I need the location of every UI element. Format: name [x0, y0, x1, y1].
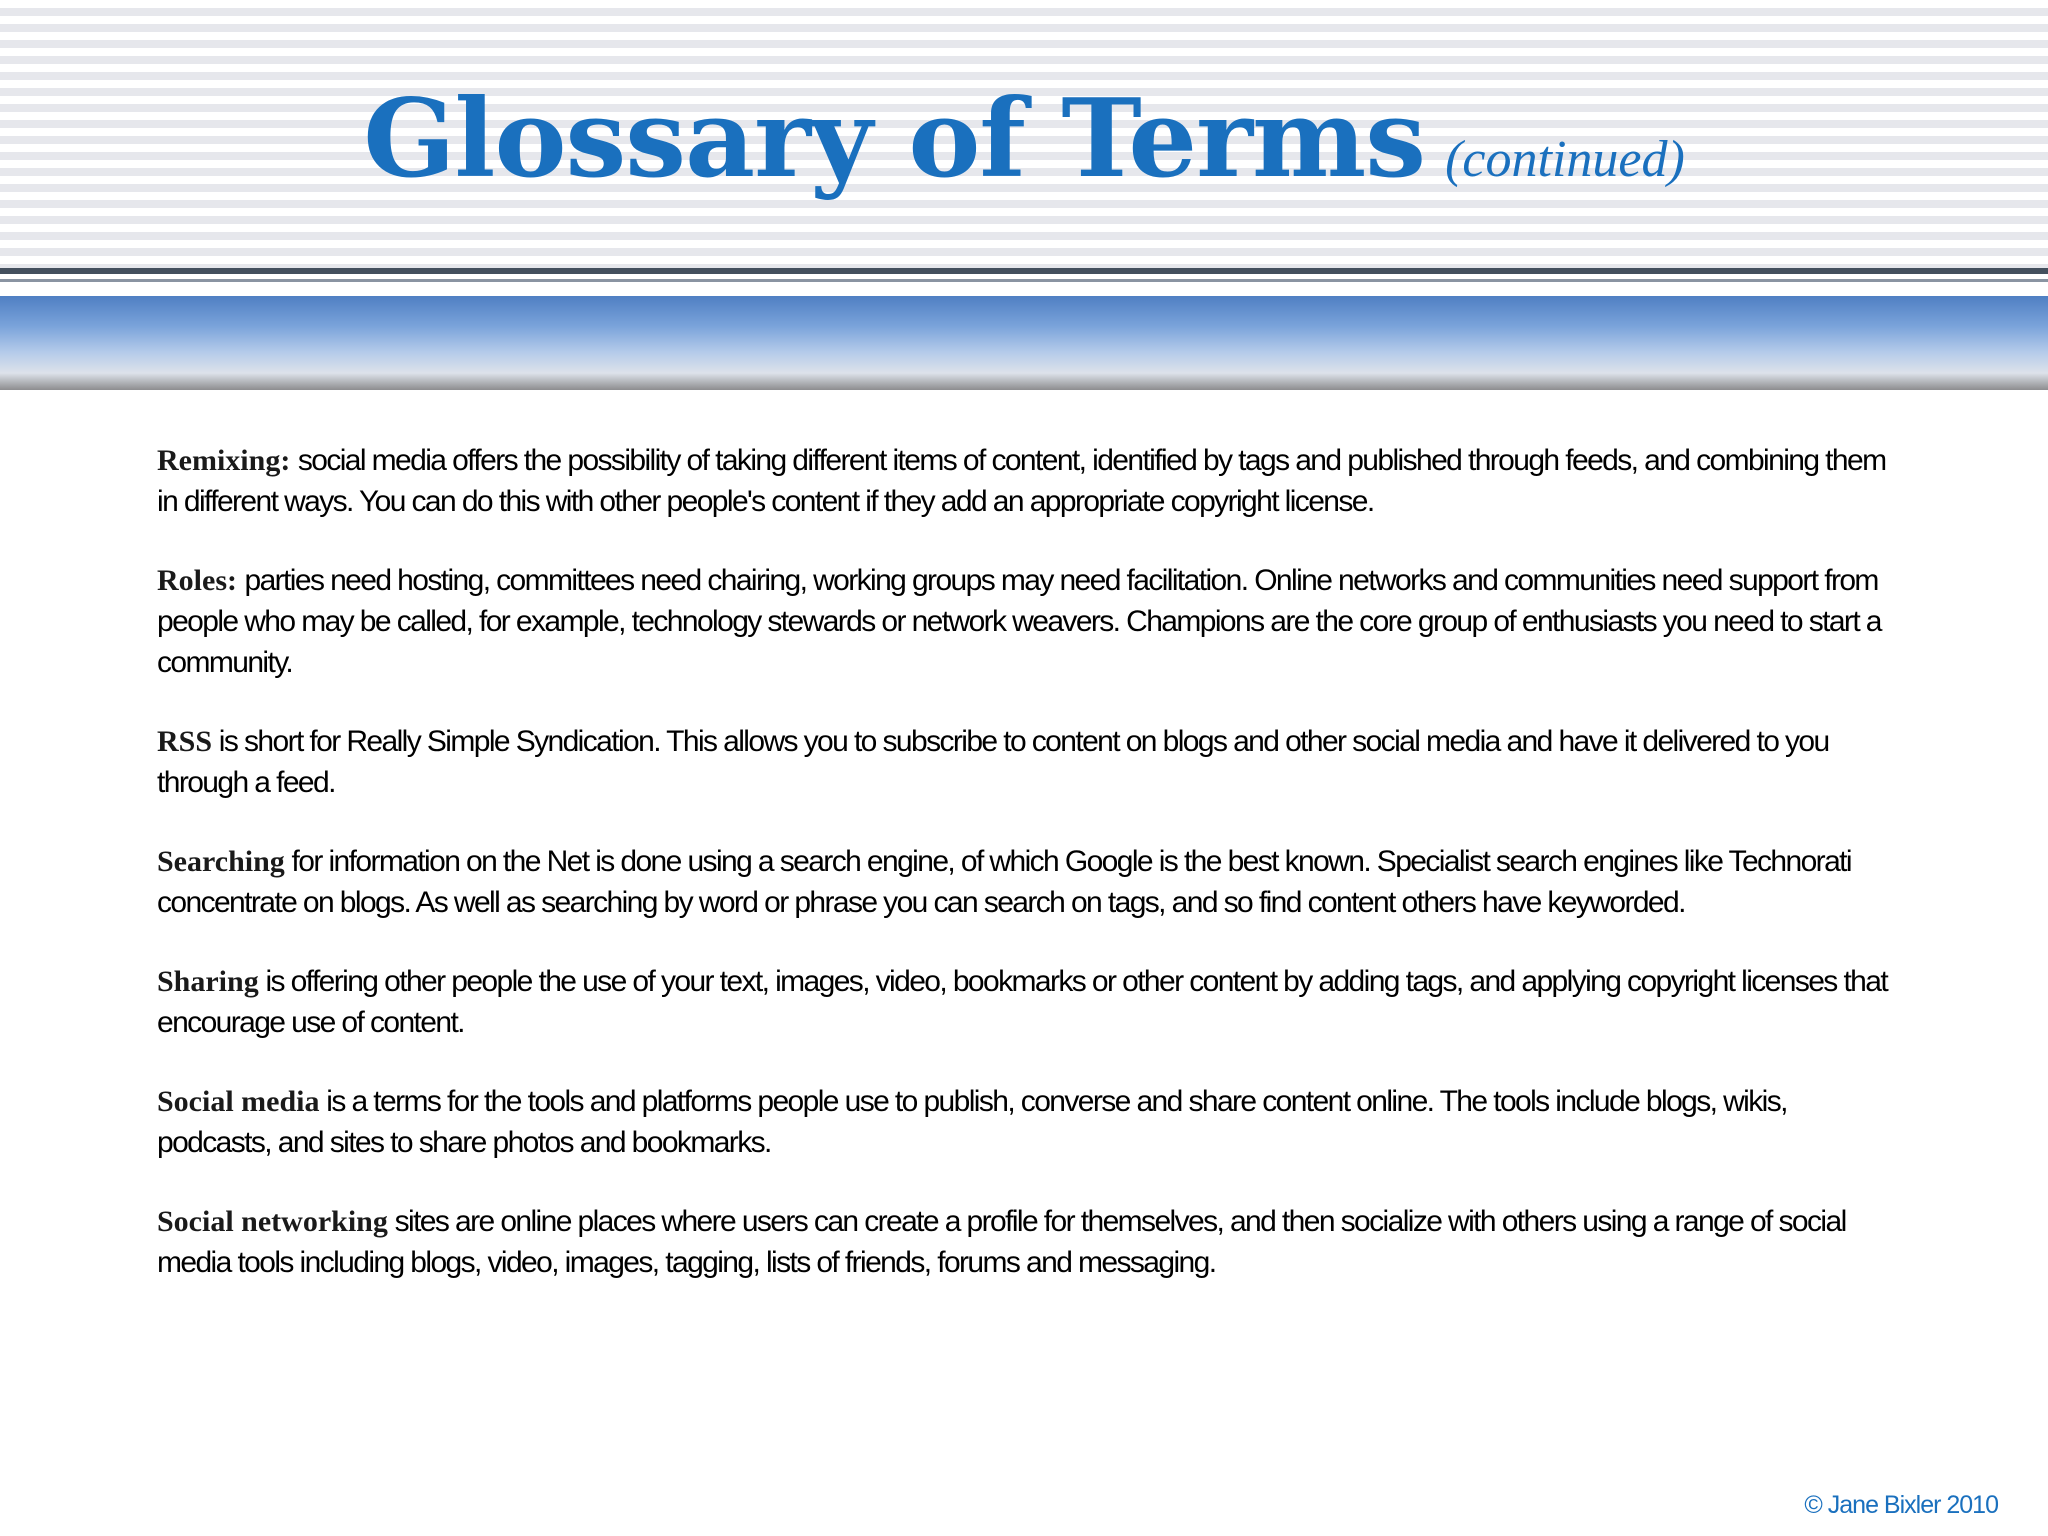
glossary-term: Roles — [157, 564, 227, 597]
term-separator — [212, 725, 219, 758]
header-divider-thin — [0, 279, 2048, 282]
glossary-list — [157, 440, 1897, 1321]
glossary-term: Remixing — [157, 444, 281, 477]
glossary-term: Sharing — [157, 965, 259, 998]
copyright-notice: © Jane Bixler 2010 — [1804, 1491, 1998, 1519]
term-separator — [388, 1205, 395, 1238]
glossary-definition: is short for Really Simple Syndication. This allows you to subscribe to content on blogs and other social media and have it delivered to you through a feed. — [157, 725, 1829, 799]
glossary-definition: for information on the Net is done using a search engine, of which Google is the best known. Specialist search engines like Technorati concentrate on blogs. As well as searching by word or phrase you can search on tags, and so find content others have keyworded. — [157, 845, 1851, 919]
glossary-entry-sharing — [157, 961, 1897, 1043]
title-main: Glossary of Terms — [363, 76, 1426, 202]
glossary-entry-searching — [157, 841, 1897, 923]
title-continued: (continued) — [1445, 131, 1685, 188]
glossary-entry-remixing — [157, 440, 1897, 522]
glossary-definition: sites are online places where users can create a profile for themselves, and then socialize with others using a range of social media tools including blogs, video, images, tagging, lists of friends, forums and messaging. — [157, 1205, 1846, 1279]
page-title — [0, 76, 2048, 202]
header-divider — [0, 268, 2048, 274]
term-separator — [285, 845, 292, 878]
glossary-entry-social-networking — [157, 1201, 1897, 1283]
glossary-term: Social media — [157, 1085, 320, 1118]
glossary-term: Searching — [157, 845, 285, 878]
glossary-definition: is a terms for the tools and platforms people use to publish, converse and share content online. The tools include blogs, wikis, podcasts, and sites to share photos and bookmarks. — [157, 1085, 1787, 1159]
term-separator: : — [280, 444, 298, 477]
glossary-definition: is offering other people the use of your text, images, video, bookmarks or other content by adding tags, and applying copyright licenses that encourage use of content. — [157, 965, 1888, 1039]
glossary-entry-social-media — [157, 1081, 1897, 1163]
glossary-term: RSS — [157, 725, 213, 758]
glossary-definition: parties need hosting, committees need chairing, working groups may need facilitation. Online networks and communities need support from people who may be called, for example, technology stewards or network weavers. Champions are the core group of enthusiasts you need to start a community. — [157, 564, 1881, 679]
glossary-definition: social media offers the possibility of taking different items of content, identified by tags and published through feeds, and combining them in different ways. You can do this with other people's content if they add an appropriate copyright license. — [157, 444, 1886, 518]
glossary-entry-roles — [157, 560, 1897, 683]
glossary-term: Social networking — [157, 1205, 388, 1238]
gradient-bar — [0, 296, 2048, 390]
glossary-entry-rss — [157, 721, 1897, 803]
term-separator: : — [227, 564, 245, 597]
